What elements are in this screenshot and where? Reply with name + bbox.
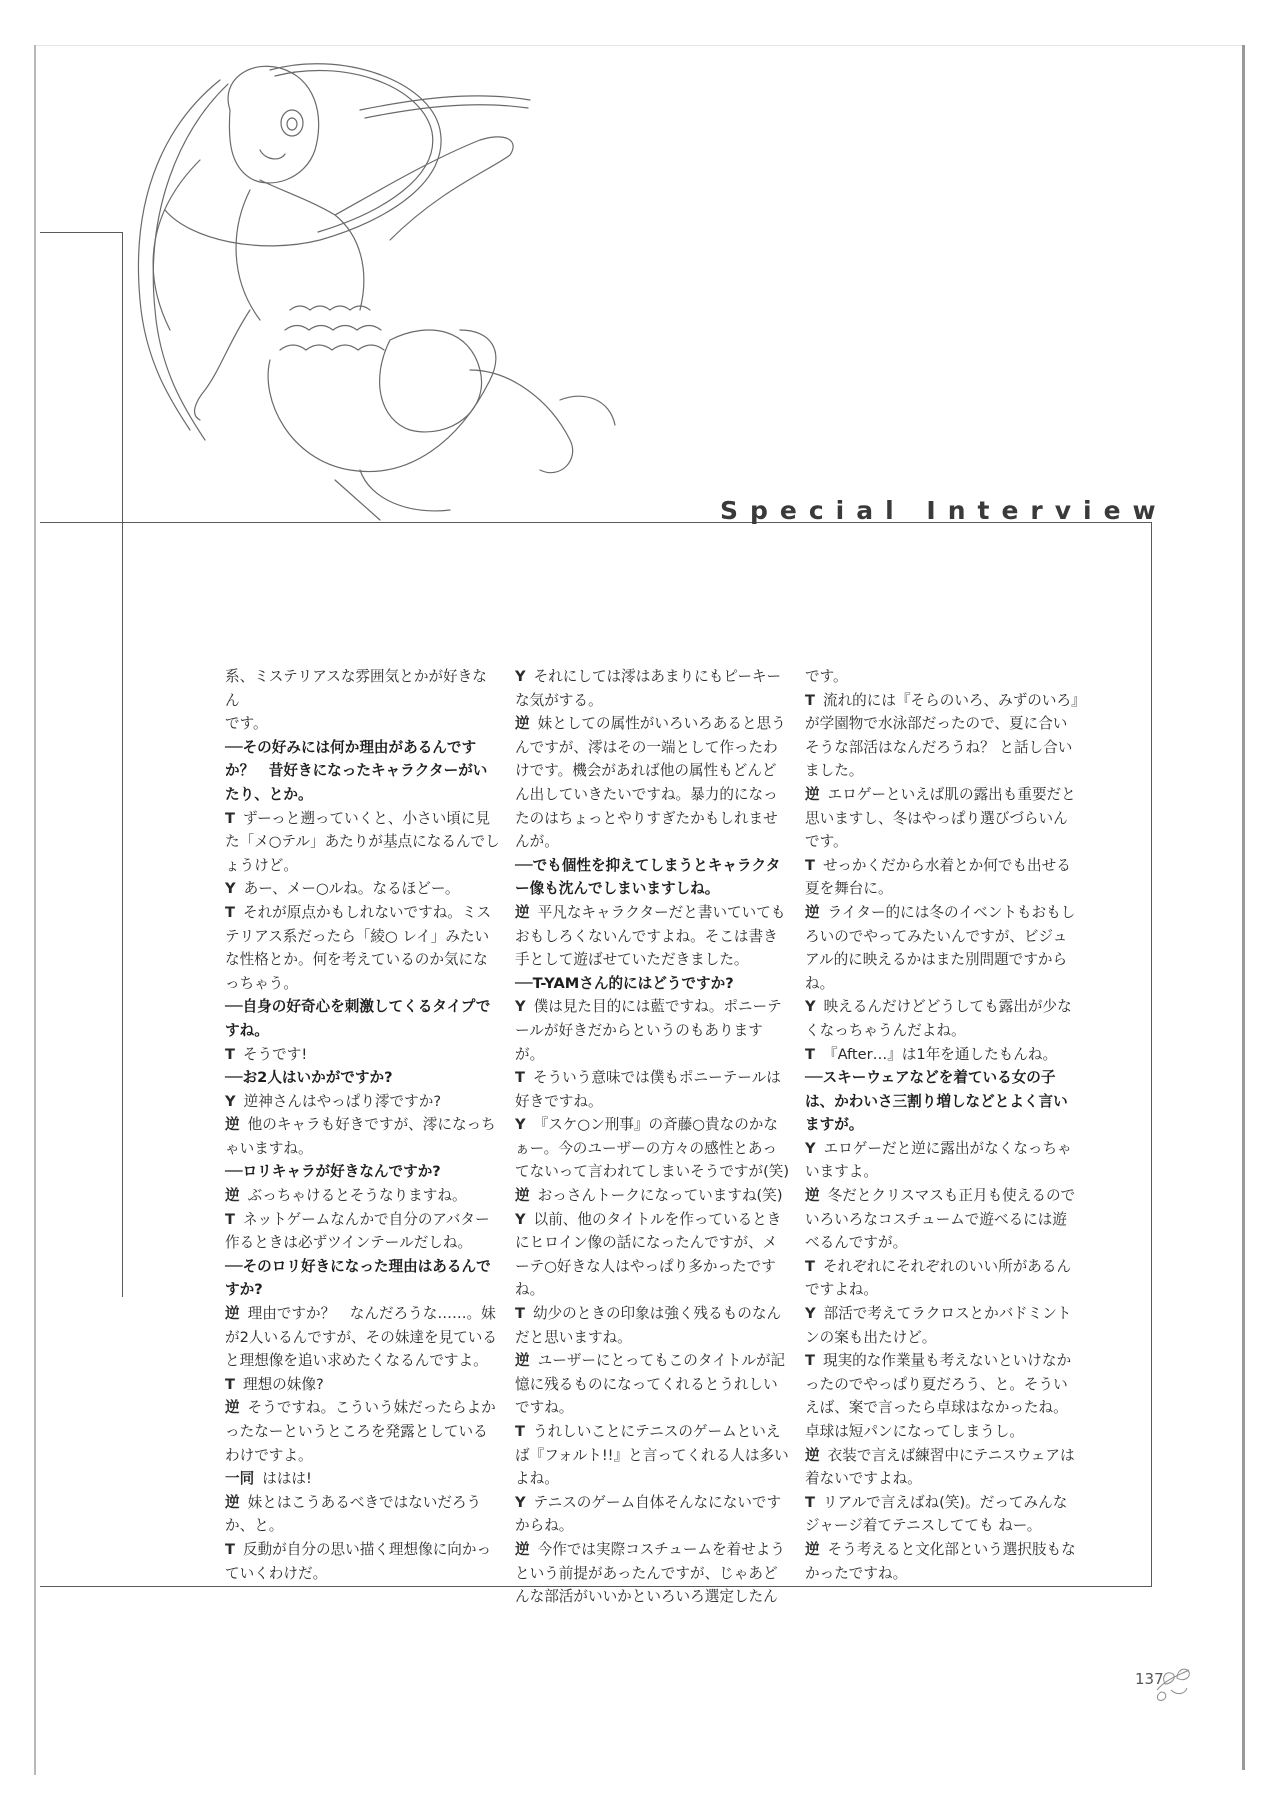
text-column-2 <box>515 665 791 1609</box>
page-right-edge <box>1242 45 1245 1770</box>
interviewer-question <box>225 1066 501 1090</box>
interview-paragraph <box>515 1302 791 1349</box>
paragraph-text: 理由ですか？ なんだろうな……。妹が2人いるんですが、その妹達を見ていると理想像を追い求めたくなるんですよ。 <box>225 1305 497 1370</box>
interviewer-question <box>225 736 501 807</box>
interview-paragraph <box>225 1043 501 1067</box>
paragraph-text: ──自身の好奇心を刺激してくるタイプですね。 <box>225 998 491 1039</box>
speaker-label: Y <box>805 998 816 1016</box>
interview-paragraph <box>805 995 1081 1042</box>
paragraph-text: 流れ的には『そらのいろ、みずのいろ』が学園物で水泳部だったので、夏に合いそうな部活はなんだろうね？ と話し合いました。 <box>805 691 1079 780</box>
interviewer-question <box>805 1066 1081 1137</box>
speaker-label: Y <box>225 1092 236 1110</box>
speaker-label: 逆 <box>805 1446 820 1464</box>
paragraph-text: ははは! <box>262 1470 312 1488</box>
interview-paragraph <box>515 1538 791 1609</box>
interview-paragraph <box>805 665 1081 689</box>
interview-paragraph <box>805 1137 1081 1184</box>
speaker-label: Y <box>515 1210 526 1228</box>
interviewer-question <box>225 1255 501 1302</box>
speaker-label: 逆 <box>515 1540 530 1558</box>
paragraph-text: 僕は見た目的には藍ですね。ポニーテールが好きだからというのもありますが。 <box>515 998 782 1063</box>
interview-paragraph <box>515 1491 791 1538</box>
interview-paragraph <box>805 689 1081 783</box>
paragraph-text: それが原点かもしれないですね。ミステリアス系だったら「綾○ レイ」みたいな性格とか。何を考えているのか気になっちゃう。 <box>225 903 492 992</box>
interview-paragraph <box>805 1491 1081 1538</box>
paragraph-text: ──T-YAMさん的にはどうですか? <box>515 974 734 992</box>
paragraph-text: ──ロリキャラが好きなんですか? <box>225 1163 441 1181</box>
interview-paragraph <box>225 1090 501 1114</box>
section-title: Special Interview <box>720 496 1168 525</box>
interview-paragraph <box>225 1184 501 1208</box>
speaker-label: 逆 <box>515 1352 530 1370</box>
paragraph-text: 他のキャラも好きですが、澪になっちゃいますね。 <box>225 1116 496 1157</box>
paragraph-text: ライター的には冬のイベントもおもしろいのでやってみたいんですが、ビジュアル的に映えるかはまた別問題ですからね。 <box>805 903 1076 992</box>
paragraph-text: 逆神さんはやっぱり澪ですか? <box>243 1092 442 1110</box>
paragraph-text: ずーっと遡っていくと、小さい頃に見た「メ○テル」あたりが基点になるんでしょうけど。 <box>225 809 500 874</box>
interview-paragraph <box>515 1113 791 1184</box>
paragraph-text: 妹とはこうあるべきではないだろうか、と。 <box>225 1493 482 1535</box>
interview-paragraph <box>515 712 791 854</box>
paragraph-text: 妹としての属性がいろいろあると思うんですが、澪はその一端として作ったわけです。機会があれば他の属性もどんどん出していきたいですね。暴力的になったのはちょっとやりすぎたかもしれませんが。 <box>515 715 786 851</box>
interview-paragraph <box>515 901 791 972</box>
paragraph-text: 『スケ○ン刑事』の斉藤○貴なのかなぁー。今のユーザーの方々の感性とあってないって言われてしまいそうですが(笑) <box>515 1116 790 1181</box>
paragraph-text: ──そのロリ好きになった理由はあるんですか? <box>225 1257 491 1299</box>
speaker-label: T <box>225 1045 235 1063</box>
interview-paragraph <box>805 1349 1081 1443</box>
paragraph-text: リアルで言えばね(笑)。だってみんなジャージ着てテニスしてても ねー。 <box>805 1493 1068 1535</box>
interview-paragraph <box>225 1467 501 1491</box>
paragraph-text: それぞれにそれぞれのいい所があるんですよね。 <box>805 1257 1072 1299</box>
speaker-label: T <box>225 1540 235 1558</box>
speaker-label: 逆 <box>515 1187 530 1205</box>
interview-paragraph <box>225 807 501 878</box>
paragraph-text: 系、ミステリアスな雰囲気とかが好きなん です。 <box>225 668 487 733</box>
paragraph-text: エロゲーといえば肌の露出も重要だと思いますし、冬はやっぱり選びづらいんです。 <box>805 785 1076 851</box>
speaker-label: Y <box>515 668 526 685</box>
interview-paragraph <box>805 854 1081 901</box>
speaker-label: T <box>225 809 235 827</box>
interview-paragraph <box>225 1396 501 1467</box>
page-left-edge <box>34 45 36 1775</box>
speaker-label: 逆 <box>805 1540 820 1558</box>
text-column-1 <box>225 665 501 1585</box>
interview-paragraph <box>225 1491 501 1538</box>
paragraph-text: そうですね。こういう妹だったらよかったなーというところを発露としているわけですよ。 <box>225 1399 496 1464</box>
interviewer-question <box>225 995 501 1042</box>
interview-paragraph <box>805 1538 1081 1585</box>
character-line-illustration <box>110 40 630 522</box>
paragraph-text: 冬だとクリスマスも正月も使えるのでいろいろなコスチュームで遊べるには遊べるんですが。 <box>805 1187 1076 1252</box>
speaker-label: 逆 <box>225 1399 240 1417</box>
speaker-label: Y <box>805 1139 816 1157</box>
speaker-label: T <box>805 1352 815 1370</box>
speaker-label: T <box>225 903 235 921</box>
interview-paragraph <box>515 1349 791 1420</box>
interviewer-question <box>515 854 791 901</box>
paragraph-text: ユーザーにとってもこのタイトルが記憶に残るものになってくれるとうれしいですね。 <box>515 1352 786 1417</box>
paragraph-text: ──スキーウェアなどを着ている女の子は、かわいさ三割り増しなどとよく言いますが。 <box>805 1069 1068 1134</box>
paragraph-text: 幼少のときの印象は強く残るものなんだと思いますね。 <box>515 1305 782 1346</box>
speaker-label: Y <box>225 880 236 898</box>
speaker-label: T <box>805 1045 815 1063</box>
paragraph-text: 衣装で言えば練習中にテニスウェアは着ないですよね。 <box>805 1446 1075 1488</box>
interview-paragraph <box>805 1444 1081 1491</box>
paragraph-text: 反動が自分の思い描く理想像に向かっていくわけだ。 <box>225 1540 492 1582</box>
interviewer-question <box>515 972 791 996</box>
paragraph-text: ぶっちゃけるとそうなりますね。 <box>247 1187 467 1205</box>
interview-paragraph <box>225 1208 501 1255</box>
paragraph-text: そういう意味では僕もポニーテールは好きですね。 <box>515 1069 781 1110</box>
interview-paragraph <box>225 1302 501 1373</box>
speaker-label: T <box>515 1423 525 1440</box>
interview-paragraph <box>225 1373 501 1397</box>
interview-paragraph <box>805 1255 1081 1302</box>
speaker-label: 一同 <box>225 1470 255 1488</box>
paragraph-text: 部活で考えてラクロスとかバドミントンの案も出たけど。 <box>805 1305 1072 1346</box>
paragraph-text: そう考えると文化部という選択肢もなかったですね。 <box>805 1540 1076 1582</box>
speaker-label: 逆 <box>225 1187 240 1205</box>
paragraph-text: テニスのゲーム自体そんなにないですからね。 <box>515 1493 782 1535</box>
paragraph-text: 映えるんだけどどうしても露出が少なくなっちゃうんだよね。 <box>805 998 1072 1039</box>
paragraph-text: エロゲーだと逆に露出がなくなっちゃいますよ。 <box>805 1139 1072 1181</box>
paragraph-text: ──でも個性を抑えてしまうとキャラクター像も沈んでしまいますしね。 <box>515 856 781 898</box>
speaker-label: Y <box>515 998 526 1016</box>
paragraph-text: 以前、他のタイトルを作っているときにヒロイン像の話になったんですが、メーテ○好きな人はやっぱり多かったですね。 <box>515 1210 782 1299</box>
interview-paragraph <box>515 1066 791 1113</box>
speaker-label: T <box>805 1493 815 1511</box>
paragraph-text: 『After…』は1年を通したもんね。 <box>822 1045 1058 1063</box>
paragraph-text: うれしいことにテニスのゲームといえば『フォルト!!』と言ってくれる人は多いよね。 <box>515 1423 789 1488</box>
paragraph-text: ──その好みには何か理由があるんですか？ 昔好きになったキャラクターがいたり、とか。 <box>225 738 488 803</box>
speaker-label: 逆 <box>805 903 820 921</box>
speaker-label: 逆 <box>225 1305 240 1323</box>
interview-paragraph <box>225 901 501 995</box>
interview-paragraph <box>225 1113 501 1160</box>
interview-paragraph <box>805 783 1081 854</box>
speaker-label: 逆 <box>225 1116 240 1134</box>
speaker-label: 逆 <box>805 785 820 803</box>
paragraph-text: 今作では実際コスチュームを着せようという前提があったんですが、じゃあどんな部活がいいかといろいろ選定したん <box>515 1540 785 1606</box>
paragraph-text: せっかくだから水着とか何でも出せる夏を舞台に。 <box>805 856 1071 898</box>
paragraph-text: ──お2人はいかがですか? <box>225 1069 393 1087</box>
paragraph-text: 理想の妹像? <box>242 1375 324 1393</box>
speaker-label: 逆 <box>225 1493 240 1511</box>
interview-paragraph <box>515 1184 791 1208</box>
paragraph-text: ネットゲームなんかで自分のアバター作るときは必ずツインテールだしね。 <box>225 1210 490 1252</box>
interview-paragraph <box>805 1043 1081 1067</box>
interview-paragraph <box>225 665 501 736</box>
page-number: 137 <box>1135 1670 1164 1688</box>
speaker-label: T <box>225 1375 235 1393</box>
speaker-label: T <box>805 691 815 709</box>
speaker-label: T <box>805 1257 815 1275</box>
interview-paragraph <box>805 1184 1081 1255</box>
speaker-label: Y <box>515 1116 526 1134</box>
paragraph-text: あー、メー○ルね。なるほどー。 <box>243 880 460 898</box>
speaker-label: Y <box>805 1305 816 1323</box>
paragraph-text: 現実的な作業量も考えないといけなかったのでやっぱり夏だろう、と。そういえば、案で言ったら卓球はなかったね。卓球は短パンになってしまうし。 <box>805 1352 1072 1440</box>
paragraph-text: おっさんトークになっていますね(笑) <box>537 1187 783 1205</box>
paragraph-text: そうです! <box>242 1045 308 1063</box>
interview-paragraph <box>515 665 791 712</box>
paragraph-text: です。 <box>805 668 848 685</box>
speaker-label: 逆 <box>805 1187 820 1205</box>
speaker-label: 逆 <box>515 715 530 733</box>
speaker-label: T <box>805 856 815 874</box>
speaker-label: 逆 <box>515 903 530 921</box>
speaker-label: T <box>515 1305 525 1323</box>
interview-paragraph <box>805 1302 1081 1349</box>
interview-paragraph <box>225 877 501 901</box>
interview-paragraph <box>225 1538 501 1585</box>
paragraph-text: 平凡なキャラクターだと書いていてもおもしろくないんですよね。そこは書き手として遊ばせていただきました。 <box>515 903 786 969</box>
interview-paragraph <box>515 1420 791 1491</box>
speaker-label: Y <box>515 1493 526 1511</box>
text-column-3 <box>805 665 1081 1585</box>
interview-paragraph <box>515 1208 791 1302</box>
interview-paragraph <box>515 995 791 1066</box>
speaker-label: T <box>515 1069 525 1087</box>
speaker-label: T <box>225 1210 235 1228</box>
interview-paragraph <box>805 901 1081 995</box>
interviewer-question <box>225 1160 501 1184</box>
paragraph-text: それにしては澪はあまりにもピーキーな気がする。 <box>515 668 782 709</box>
